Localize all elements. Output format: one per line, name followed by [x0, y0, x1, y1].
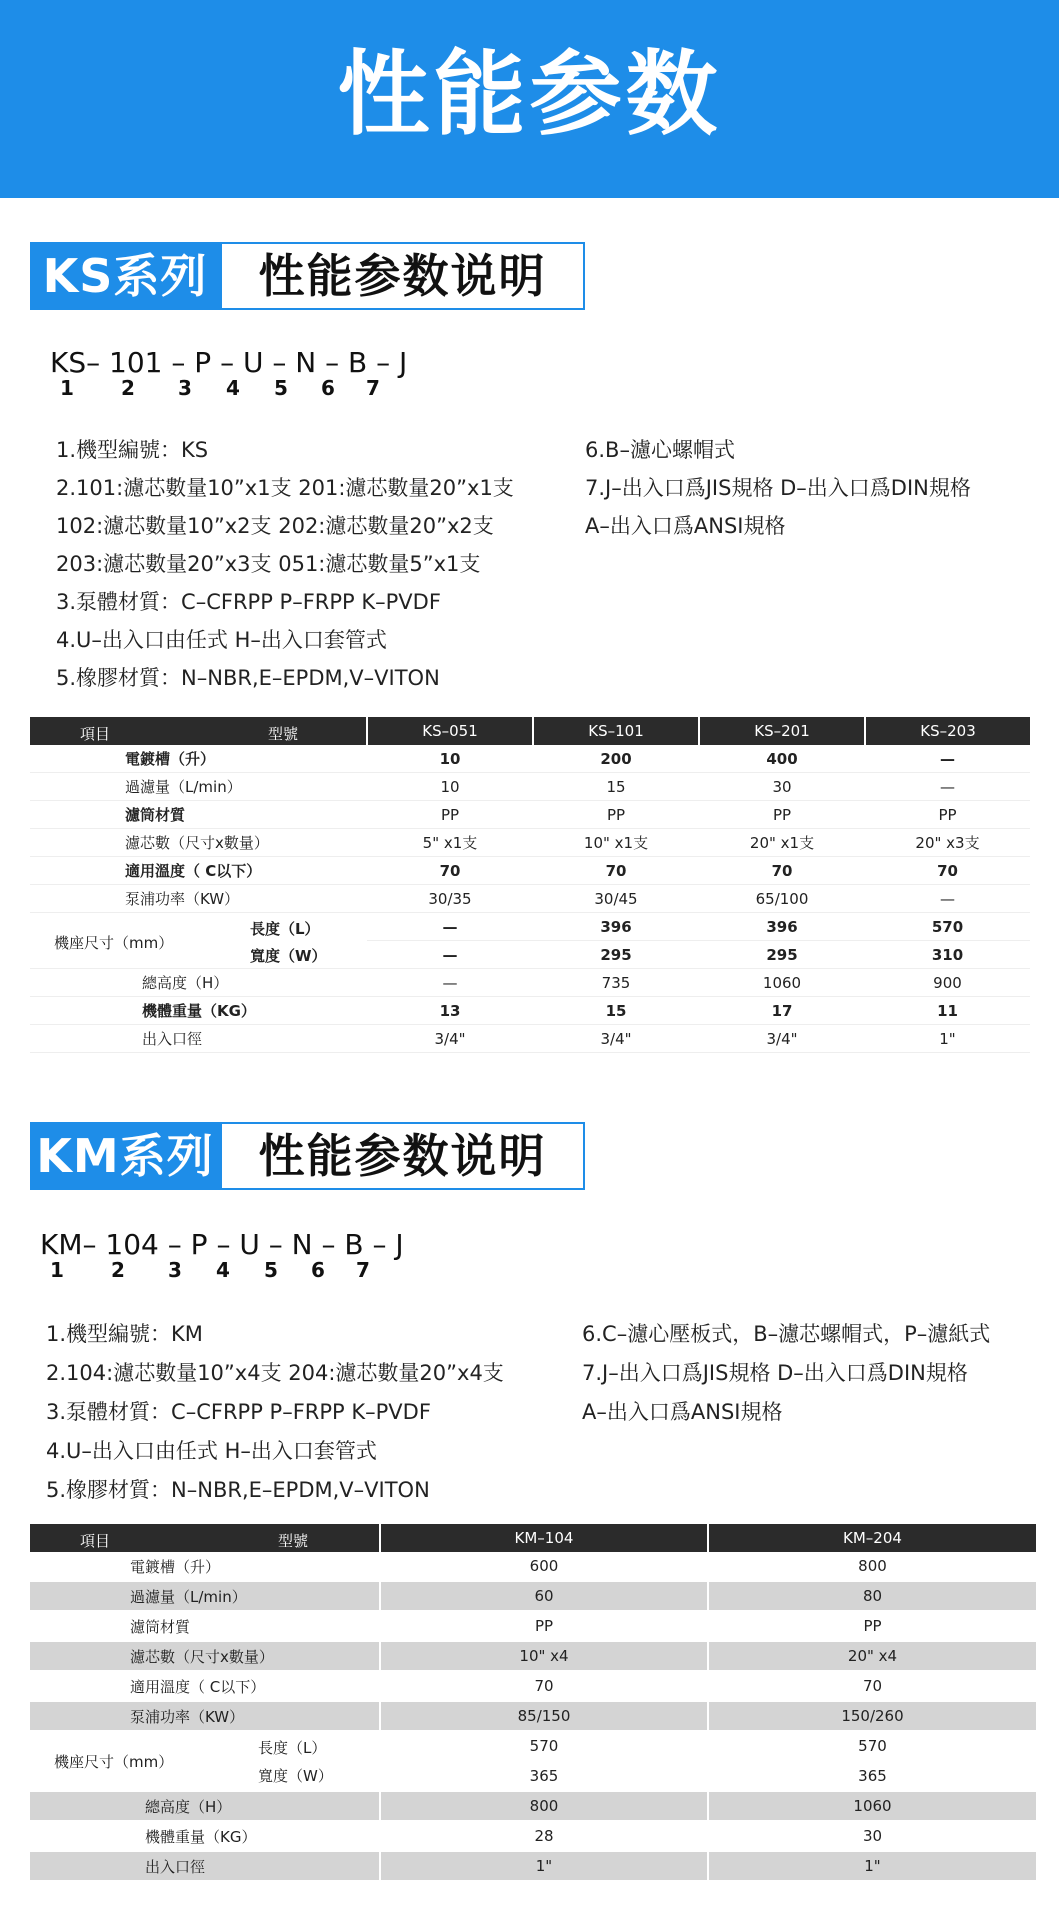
header-type-label: 型號	[278, 1532, 309, 1550]
table-row	[30, 1581, 1036, 1611]
row-label: 適用溫度（ C以下）	[30, 1671, 380, 1701]
cell: —	[367, 969, 533, 997]
km-series-tag: KM系列	[30, 1122, 220, 1190]
row-label: 泵浦功率（KW）	[30, 1701, 380, 1731]
dimension-group-label: 機座尺寸（mm）	[54, 1753, 174, 1771]
cell: 1"	[708, 1851, 1036, 1881]
table-row	[30, 773, 1030, 801]
table-header-row	[30, 717, 1030, 745]
column-header: KS–203	[865, 717, 1030, 745]
cell: —	[865, 885, 1030, 913]
cell: 1060	[708, 1791, 1036, 1821]
cell: 15	[533, 997, 699, 1025]
row-label: 電鍍槽（升）	[30, 1552, 380, 1581]
cell: 60	[380, 1581, 708, 1611]
row-label: 機體重量（KG）	[30, 997, 367, 1025]
cell: 85/150	[380, 1701, 708, 1731]
table-row	[30, 997, 1030, 1025]
column-header: KM–104	[380, 1524, 708, 1552]
cell: PP	[367, 801, 533, 829]
ks-model-number: 4	[226, 376, 240, 400]
row-label: 長度（L）	[250, 919, 320, 938]
cell: 30/35	[367, 885, 533, 913]
cell: 570	[708, 1731, 1036, 1761]
cell: 396	[533, 913, 699, 941]
cell: 30/45	[533, 885, 699, 913]
cell: 30	[708, 1821, 1036, 1851]
cell: PP	[380, 1611, 708, 1641]
cell: —	[367, 913, 533, 941]
km-model-number: 3	[168, 1258, 182, 1282]
table-row	[30, 1701, 1036, 1731]
cell: 400	[699, 745, 865, 773]
ks-section-header	[30, 242, 585, 310]
km-spec-table	[30, 1524, 1036, 1882]
cell: 17	[699, 997, 865, 1025]
table-row	[30, 969, 1030, 997]
table-row	[30, 1851, 1036, 1881]
ks-model-number: 3	[178, 376, 192, 400]
row-label: 過濾量（L/min）	[30, 1581, 380, 1611]
cell: 800	[708, 1552, 1036, 1581]
cell: 10	[367, 745, 533, 773]
cell: 150/260	[708, 1701, 1036, 1731]
km-note: 7.J–出入口爲JIS規格 D–出入口爲DIN規格	[582, 1361, 968, 1385]
km-model-number: 6	[311, 1258, 325, 1282]
cell: PP	[699, 801, 865, 829]
ks-section-title: 性能参数说明	[220, 242, 585, 310]
row-label: 過濾量（L/min）	[30, 773, 367, 801]
km-note: A–出入口爲ANSI規格	[582, 1400, 783, 1424]
cell: 1"	[865, 1025, 1030, 1053]
cell: 570	[865, 913, 1030, 941]
cell: 3/4"	[533, 1025, 699, 1053]
cell: 20" x3支	[865, 829, 1030, 857]
table-header-row	[30, 1524, 1036, 1552]
column-header: KS–101	[533, 717, 699, 745]
dimension-group-label: 機座尺寸（mm）	[54, 933, 174, 952]
ks-note: A–出入口爲ANSI規格	[585, 514, 786, 538]
ks-note: 1.機型編號：KS	[56, 438, 209, 462]
cell: 30	[699, 773, 865, 801]
cell: 70	[699, 857, 865, 885]
table-header-item-type	[30, 717, 367, 745]
cell: 200	[533, 745, 699, 773]
km-model-number: 5	[264, 1258, 278, 1282]
row-label: 濾芯數（尺寸x數量）	[30, 829, 367, 857]
cell: 70	[380, 1671, 708, 1701]
ks-series-tag: KS系列	[30, 242, 220, 310]
cell: PP	[865, 801, 1030, 829]
table-row	[30, 1731, 1036, 1761]
km-model-number: 2	[111, 1258, 125, 1282]
table-row	[30, 1025, 1030, 1053]
cell: 10	[367, 773, 533, 801]
row-label: 寬度（W）	[250, 946, 327, 965]
header-type-label: 型號	[268, 725, 299, 743]
table-row	[30, 745, 1030, 773]
km-note: 4.U–出入口由任式 H–出入口套管式	[46, 1439, 377, 1463]
header-item-label: 項目	[80, 1532, 111, 1550]
column-header: KS–201	[699, 717, 865, 745]
cell: 5" x1支	[367, 829, 533, 857]
table-row	[30, 1671, 1036, 1701]
table-row	[30, 885, 1030, 913]
km-note: 5.橡膠材質：N–NBR,E–EPDM,V–VITON	[46, 1478, 430, 1502]
cell: 80	[708, 1581, 1036, 1611]
ks-model-code: KS– 101 – P – U – N – B – J	[50, 346, 408, 379]
ks-spec-table	[30, 717, 1030, 1053]
row-label: 濾芯數（尺寸x數量）	[30, 1641, 380, 1671]
km-model-code: KM– 104 – P – U – N – B – J	[40, 1228, 404, 1261]
table-row	[30, 829, 1030, 857]
cell: 295	[533, 941, 699, 969]
row-label: 長度（L）	[258, 1739, 327, 1757]
cell: —	[367, 941, 533, 969]
row-label: 濾筒材質	[30, 1611, 380, 1641]
km-note: 3.泵體材質：C–CFRPP P–FRPP K–PVDF	[46, 1400, 431, 1424]
cell: 15	[533, 773, 699, 801]
table-row	[30, 913, 1030, 941]
ks-model-number: 5	[274, 376, 288, 400]
row-label: 泵浦功率（KW）	[30, 885, 367, 913]
ks-model-number: 7	[366, 376, 380, 400]
km-note: 1.機型編號：KM	[46, 1322, 203, 1346]
cell: 570	[380, 1731, 708, 1761]
cell: 13	[367, 997, 533, 1025]
page-title: 性能参数	[337, 41, 722, 148]
ks-note: 2.101:濾芯數量10”x1支 201:濾芯數量20”x1支	[56, 476, 514, 500]
cell: 11	[865, 997, 1030, 1025]
ks-model-number: 1	[60, 376, 74, 400]
cell: 310	[865, 941, 1030, 969]
row-label: 電鍍槽（升）	[30, 745, 367, 773]
km-model-number: 4	[216, 1258, 230, 1282]
cell: 1"	[380, 1851, 708, 1881]
cell: 28	[380, 1821, 708, 1851]
ks-note: 7.J–出入口爲JIS規格 D–出入口爲DIN規格	[585, 476, 971, 500]
cell: 10" x1支	[533, 829, 699, 857]
row-label: 出入口徑	[30, 1851, 380, 1881]
cell: 3/4"	[367, 1025, 533, 1053]
hero-banner	[0, 0, 1059, 198]
ks-note: 6.B–濾心螺帽式	[585, 438, 735, 462]
table-row	[30, 801, 1030, 829]
row-label: 總高度（H）	[30, 1791, 380, 1821]
cell: 70	[367, 857, 533, 885]
cell: 3/4"	[699, 1025, 865, 1053]
table-row	[30, 1791, 1036, 1821]
ks-note: 5.橡膠材質：N–NBR,E–EPDM,V–VITON	[56, 666, 440, 690]
dimension-group-cell	[30, 913, 367, 969]
row-label: 寬度（W）	[258, 1767, 333, 1785]
row-label: 適用溫度（ C以下）	[30, 857, 367, 885]
header-item-label: 項目	[80, 725, 111, 743]
cell: —	[865, 773, 1030, 801]
cell: 1060	[699, 969, 865, 997]
ks-model-number: 2	[121, 376, 135, 400]
cell: 365	[380, 1761, 708, 1791]
cell: PP	[533, 801, 699, 829]
cell: 70	[533, 857, 699, 885]
km-note: 6.C–濾心壓板式，B–濾芯螺帽式，P–濾紙式	[582, 1322, 991, 1346]
cell: 295	[699, 941, 865, 969]
table-header-item-type	[30, 1524, 380, 1552]
km-model-number: 7	[356, 1258, 370, 1282]
cell: 20" x1支	[699, 829, 865, 857]
km-section-title: 性能参数说明	[220, 1122, 585, 1190]
cell: 735	[533, 969, 699, 997]
dimension-group-cell	[30, 1731, 380, 1791]
km-section-header	[30, 1122, 585, 1190]
column-header: KS–051	[367, 717, 533, 745]
table-row	[30, 1641, 1036, 1671]
table-row	[30, 1821, 1036, 1851]
cell: 396	[699, 913, 865, 941]
cell: 65/100	[699, 885, 865, 913]
cell: 800	[380, 1791, 708, 1821]
cell: 70	[708, 1671, 1036, 1701]
cell: 600	[380, 1552, 708, 1581]
cell: —	[865, 745, 1030, 773]
cell: 365	[708, 1761, 1036, 1791]
ks-model-number: 6	[321, 376, 335, 400]
cell: 20" x4	[708, 1641, 1036, 1671]
cell: 10" x4	[380, 1641, 708, 1671]
km-model-number: 1	[50, 1258, 64, 1282]
ks-note: 102:濾芯數量10”x2支 202:濾芯數量20”x2支	[56, 514, 494, 538]
table-row	[30, 1552, 1036, 1581]
km-note: 2.104:濾芯數量10”x4支 204:濾芯數量20”x4支	[46, 1361, 504, 1385]
ks-note: 203:濾芯數量20”x3支 051:濾芯數量5”x1支	[56, 552, 481, 576]
ks-note: 4.U–出入口由任式 H–出入口套管式	[56, 628, 387, 652]
column-header: KM–204	[708, 1524, 1036, 1552]
row-label: 濾筒材質	[30, 801, 367, 829]
table-row	[30, 857, 1030, 885]
ks-note: 3.泵體材質：C–CFRPP P–FRPP K–PVDF	[56, 590, 441, 614]
cell: PP	[708, 1611, 1036, 1641]
row-label: 總高度（H）	[30, 969, 367, 997]
row-label: 機體重量（KG）	[30, 1821, 380, 1851]
cell: 900	[865, 969, 1030, 997]
row-label: 出入口徑	[30, 1025, 367, 1053]
table-row	[30, 1611, 1036, 1641]
cell: 70	[865, 857, 1030, 885]
